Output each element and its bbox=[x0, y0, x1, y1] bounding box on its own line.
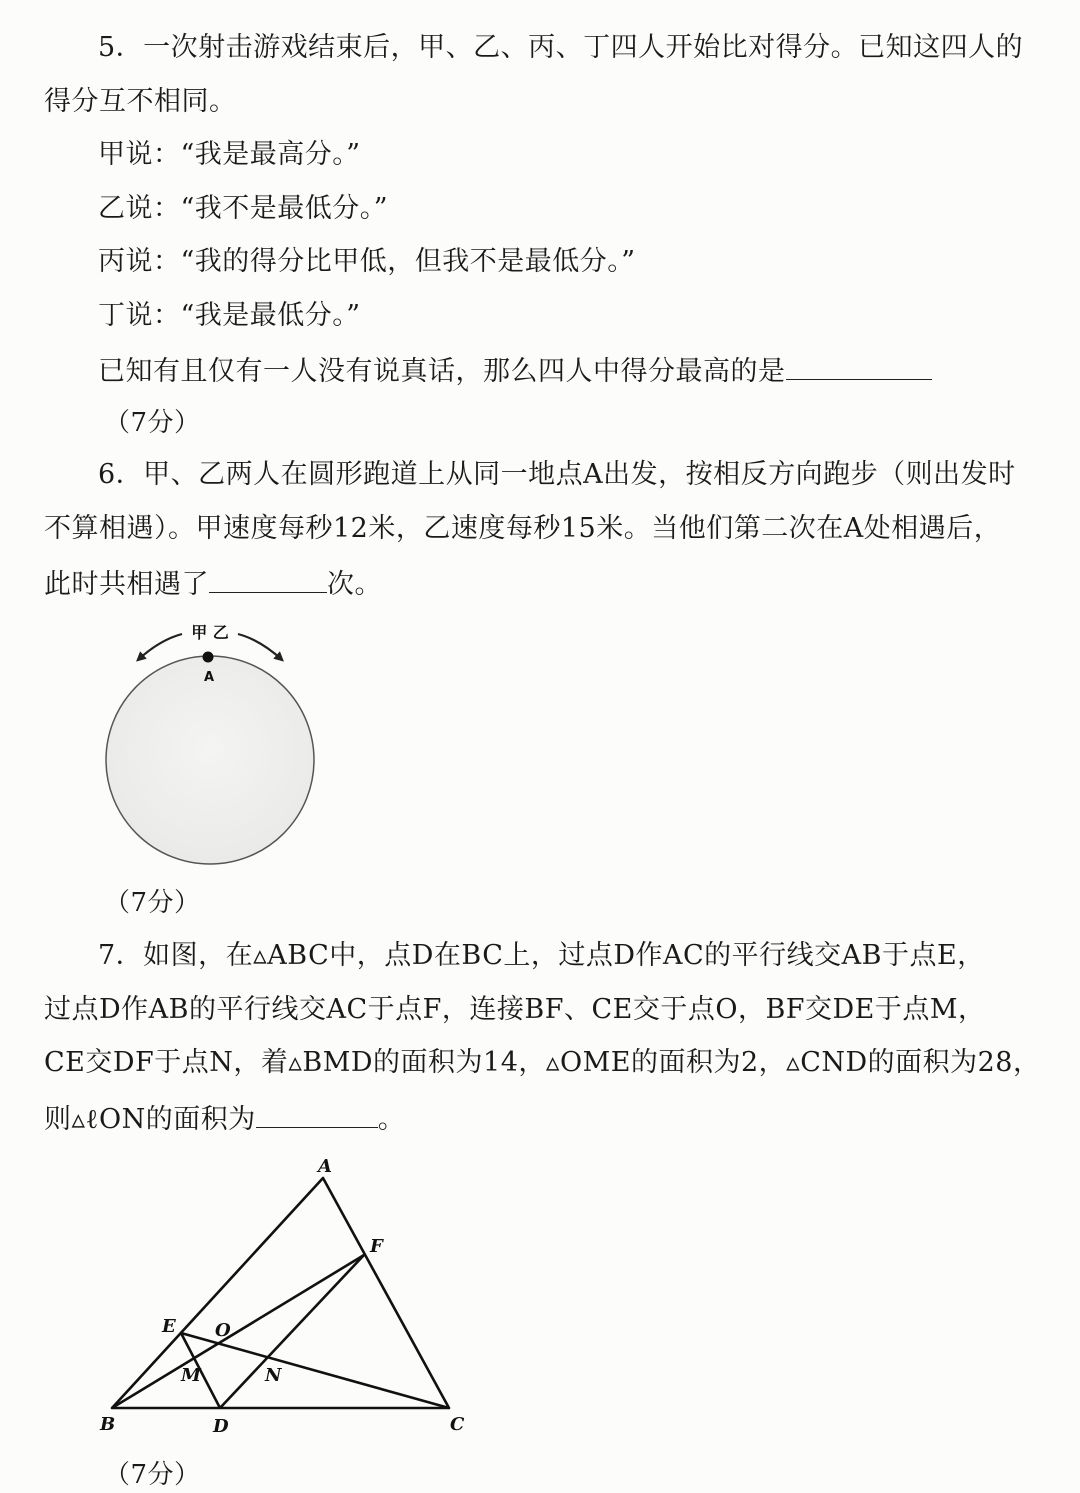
q7-line-4-pre: 则▵ℓON的面积为 bbox=[44, 1104, 256, 1135]
q5-statement-yi: 乙说：“我不是最低分。” bbox=[98, 193, 389, 224]
q6-line-2: 不算相遇）。甲速度每秒12米，乙速度每秒15米。当他们第二次在A处相遇后， bbox=[44, 513, 1002, 544]
q7-score: （7分） bbox=[104, 1460, 201, 1490]
q7-line-3: CE交DF于点N，着▵BMD的面积为14，▵OME的面积为2，▵CND的面积为28， bbox=[44, 1047, 1041, 1078]
q6-score: （7分） bbox=[104, 888, 201, 918]
q5-score: （7分） bbox=[104, 408, 201, 438]
q5-line-1: 5．一次射击游戏结束后，甲、乙、丙、丁四人开始比对得分。已知这四人的 bbox=[98, 32, 1024, 63]
segment-df bbox=[220, 1255, 364, 1408]
point-f-label: F bbox=[370, 1236, 383, 1257]
vertex-b-label: B bbox=[100, 1414, 116, 1435]
q7-line-4-post: 。 bbox=[377, 1104, 406, 1135]
q5-question-text: 已知有且仅有一人没有说真话，那么四人中得分最高的是 bbox=[98, 356, 786, 387]
segment-ce bbox=[181, 1333, 449, 1408]
q5-statement-ding: 丁说：“我是最低分。” bbox=[98, 300, 361, 331]
q7-line-1: 7．如图，在▵ABC中，点D在BC上，过点D作AC的平行线交AB于点E， bbox=[98, 940, 985, 971]
q5-statement-bing: 丙说：“我的得分比甲低，但我不是最低分。” bbox=[98, 246, 636, 277]
runners-label: 甲 乙 bbox=[191, 623, 229, 642]
point-a-label: A bbox=[203, 670, 215, 685]
q6-line-3-post: 次。 bbox=[327, 569, 382, 600]
point-o-label: O bbox=[215, 1320, 231, 1341]
q7-line-2: 过点D作AB的平行线交AC于点F，连接BF、CE交于点O，BF交DE于点M， bbox=[44, 994, 986, 1025]
q6-line-3-pre: 此时共相遇了 bbox=[44, 569, 209, 600]
point-e-label: E bbox=[162, 1316, 176, 1337]
point-n-label: N bbox=[265, 1365, 282, 1386]
q6-line-1: 6．甲、乙两人在圆形跑道上从同一地点A出发，按相反方向跑步（则出发时 bbox=[98, 459, 1016, 490]
point-d-label: D bbox=[213, 1416, 229, 1437]
point-m-label: M bbox=[181, 1365, 201, 1386]
q5-statement-jia: 甲说：“我是最高分。” bbox=[98, 139, 361, 170]
vertex-c-label: C bbox=[450, 1414, 465, 1435]
segment-bf bbox=[112, 1255, 364, 1408]
q5-line-2: 得分互不相同。 bbox=[44, 86, 237, 117]
vertex-a-label: A bbox=[318, 1156, 332, 1177]
